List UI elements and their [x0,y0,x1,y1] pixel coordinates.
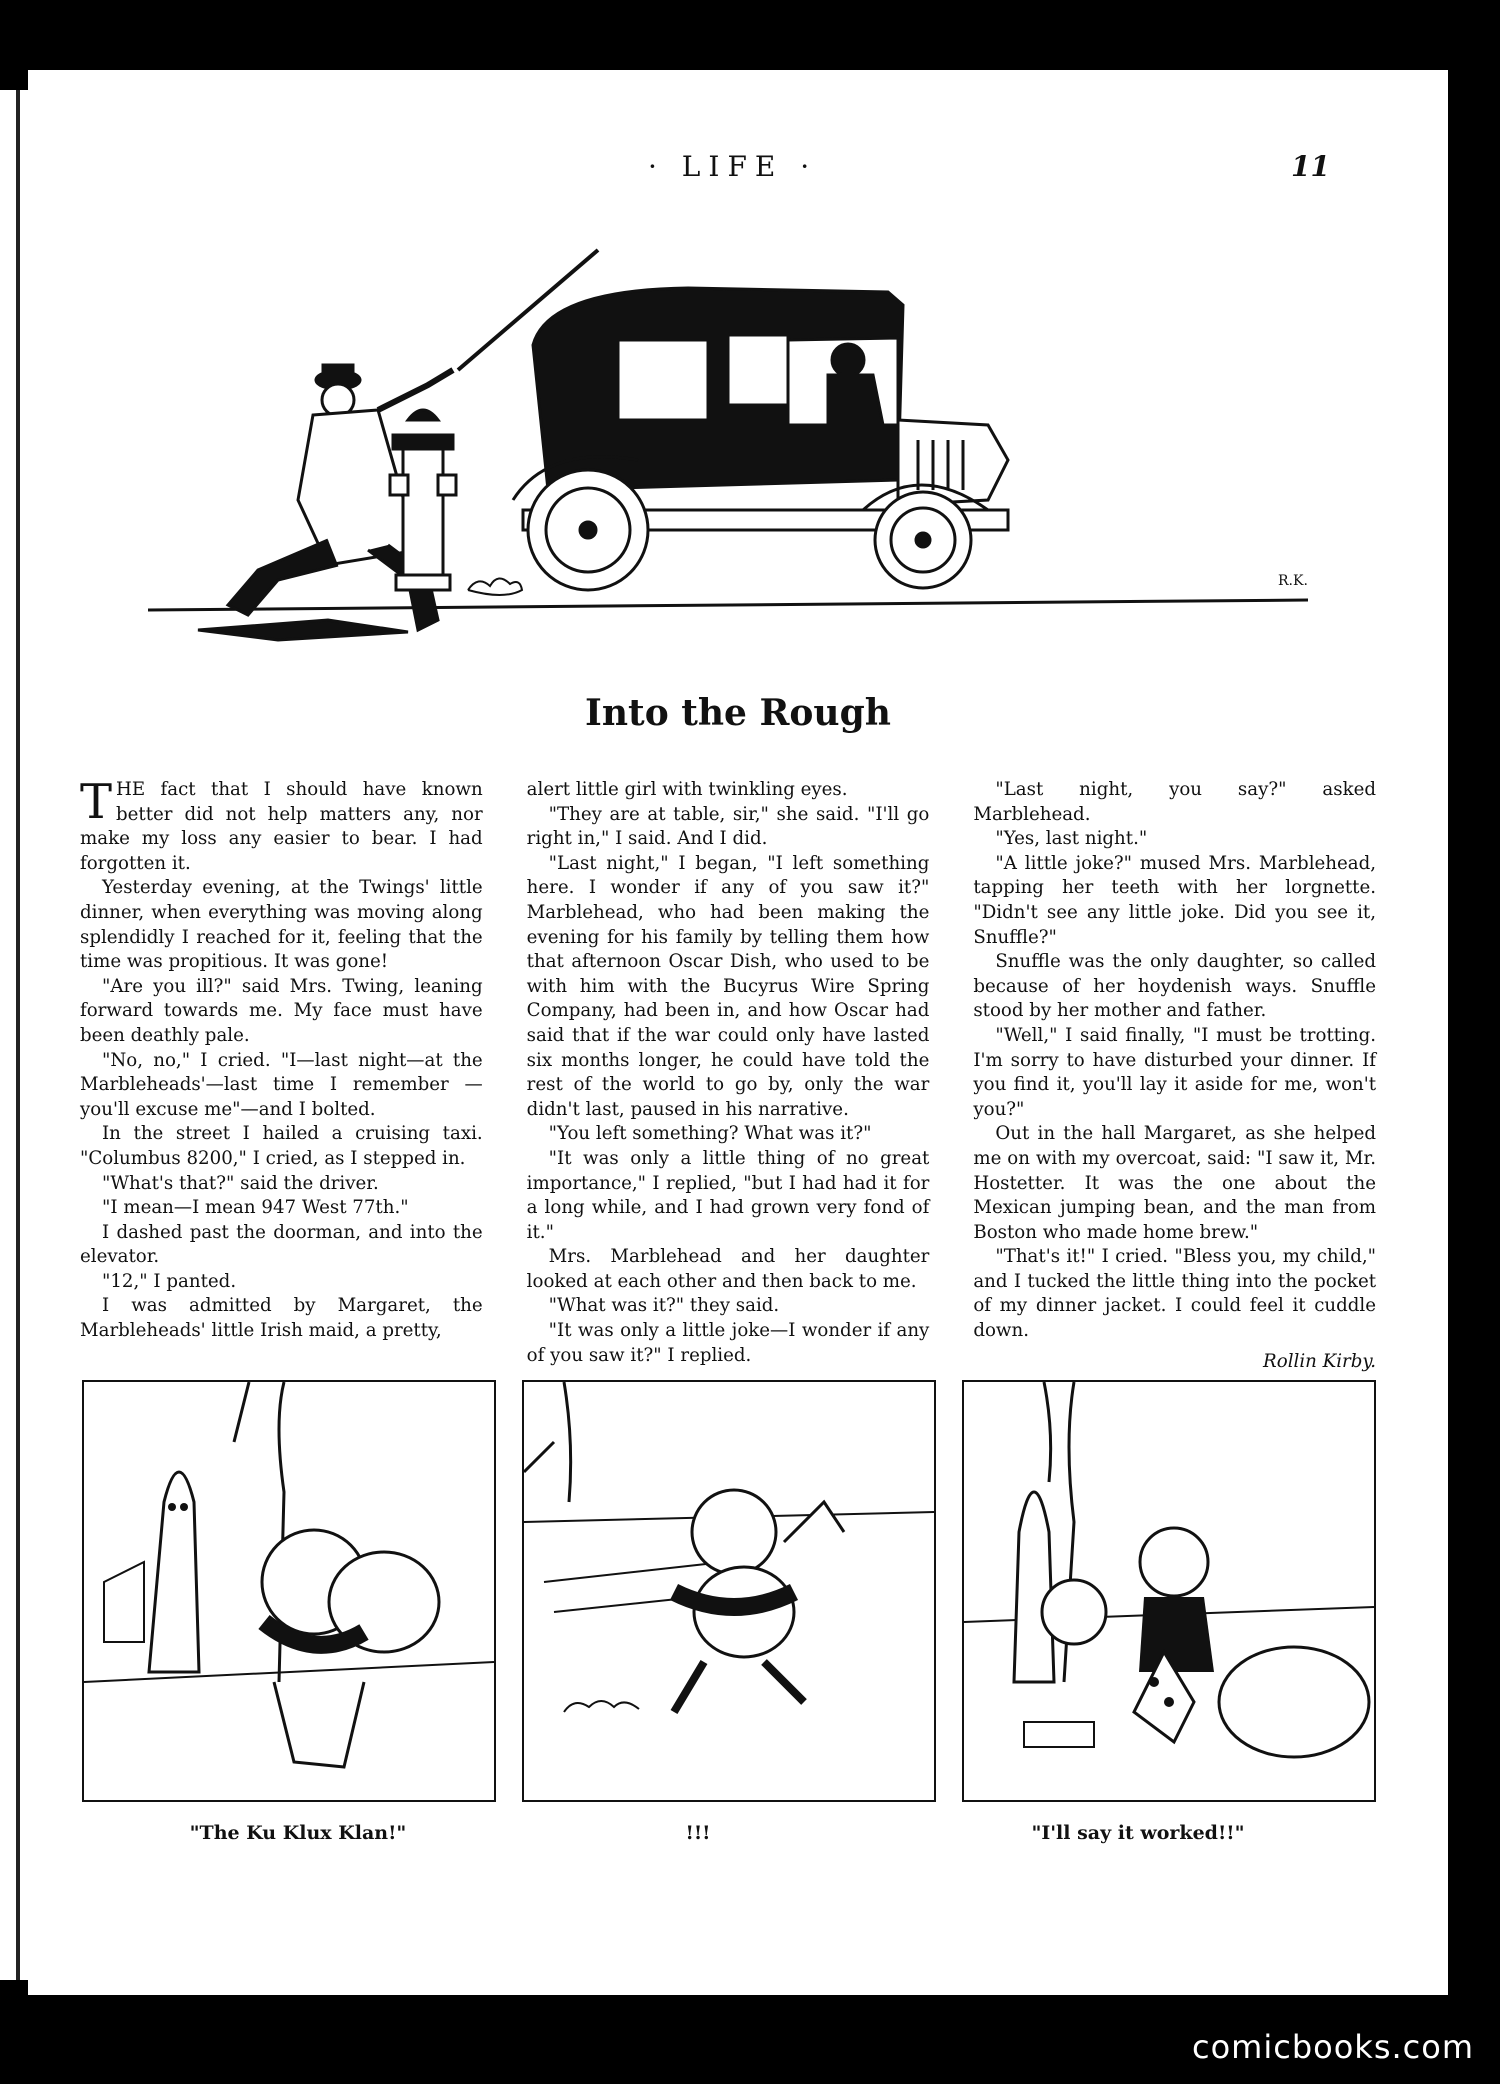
comic-panel-3 [962,1380,1376,1802]
taxi-cab [513,288,1008,590]
article-column-2 [527,778,930,1403]
article-paragraph: "I mean—I mean 947 West 77th." [102,1197,409,1219]
article-paragraph: "You left something? What was it?" [548,1123,872,1145]
discarded-hood [1014,1492,1054,1682]
binding-shadow [16,90,20,1980]
klan-hood-figure [149,1472,199,1672]
running-santa-figure [692,1490,776,1574]
article-paragraph: "Well," I said finally, "I must be trotting. I'm sorry to have disturbed your dinner. If you find it, you'll lay it aside for me, won't you?" [973,1024,1377,1120]
exhaust-puff [468,578,522,595]
site-watermark: comicbooks.com [1191,2028,1474,2066]
article-paragraph: Out in the hall Margaret, as she helped me on with my overcoat, said: "I saw it, Mr. Hostetter. It was the one about the Mexican jumping bean, and the man from Boston who made home brew." [973,1123,1377,1243]
comic-panel-1 [82,1380,496,1802]
author-byline: Rollin Kirby. [1263,1350,1377,1372]
article-paragraph: "What's that?" said the driver. [102,1172,379,1194]
comic-strip [82,1380,1372,1800]
facing-page-edge [0,90,28,1980]
magazine-page [28,70,1448,1995]
article-paragraph: THE fact that I should have known better did not help matters any, nor make my loss any easier to bear. I had forgotten it. [80,774,483,874]
article-body [80,774,1377,1403]
article-paragraph: "It was only a little joke—I wonder if any of you saw it?" I replied. [526,1320,930,1366]
article-paragraph: "Last night, you say?" asked Marblehead. [973,779,1377,825]
artist-signature: R.K. [1278,573,1308,589]
article-paragraph: "It was only a little thing of no great importance," I replied, "but I had had it for a long while, and I had grown very fond of it." [526,1147,930,1243]
article-title: Into the Rough [585,692,891,734]
article-paragraph: "Last night," I began, "I left something here. I wonder if any of you saw it?" Marblehead, who had been making the evening for his family by telling them how that afternoon Oscar Dish, who used to be with him with the Bucyrus Wire Spring Company, had been in, and how Oscar had said that if the war could only have lasted six months longer, he could have told the rest of the world to go by, only the war didn't last, paused in his narrative. [526,852,930,1120]
article-paragraph: "Yes, last night." [995,828,1148,850]
panel-caption-3: "I'll say it worked!!" [1031,1822,1245,1844]
drop-cap: T [80,774,113,830]
article-paragraph: "They are at table, sir," she said. "I'll go right in," I said. And I did. [526,803,930,850]
article-paragraph: "12," I panted. [102,1270,237,1292]
article-column-3 [973,778,1376,1403]
article-paragraph: "Are you ill?" said Mrs. Twing, leaning forward towards me. My face must have been deathly pale. [80,975,483,1046]
running-header: · LIFE · [648,150,818,183]
panel-caption-1: "The Ku Klux Klan!" [189,1822,407,1844]
child-figure [1042,1580,1106,1644]
article-paragraph: Mrs. Marblehead and her daughter looked at each other and then back to me. [526,1246,930,1292]
article-paragraph: "No, no," I cried. "I—last night—at the Marbleheads'—last time I remember —you'll excuse me"—and I bolted. [80,1049,483,1120]
panel-caption-2: !!! [685,1822,711,1844]
article-paragraph: "What was it?" they said. [548,1295,780,1317]
article-paragraph: I was admitted by Margaret, the Marbleheads' little Irish maid, a pretty, [80,1295,483,1342]
child-figure [1140,1528,1208,1596]
taxi-chase-illustration [128,210,1378,660]
article-paragraph: Yesterday evening, at the Twings' little dinner, when everything was moving along splendidly I reached for it, feeling that the time was propitious. It was gone! [80,877,483,973]
page-number: 11 [1291,150,1330,183]
article-paragraph: I dashed past the doorman, and into the elevator. [80,1221,483,1268]
article-paragraph: alert little girl with twinkling eyes. [526,779,848,800]
article-paragraph: "That's it!" I cried. "Bless you, my child," and I tucked the little thing into the pocket of my dinner jacket. I could feel it cuddle down. [973,1246,1377,1342]
article-paragraph: Snuffle was the only daughter, so called because of her hoydenish ways. Snuffle stood by her mother and father. [973,951,1377,1022]
article-paragraph: In the street I hailed a cruising taxi. "Columbus 8200," I cried, as I stepped in. [80,1123,483,1169]
toy-sack [1219,1647,1369,1757]
comic-panel-2 [522,1380,936,1802]
article-column-1 [80,774,483,1403]
article-paragraph: "A little joke?" mused Mrs. Marblehead, tapping her teeth with her lorgnette. "Didn't see any little joke. Did you see it, Snuffle?" [973,852,1377,948]
